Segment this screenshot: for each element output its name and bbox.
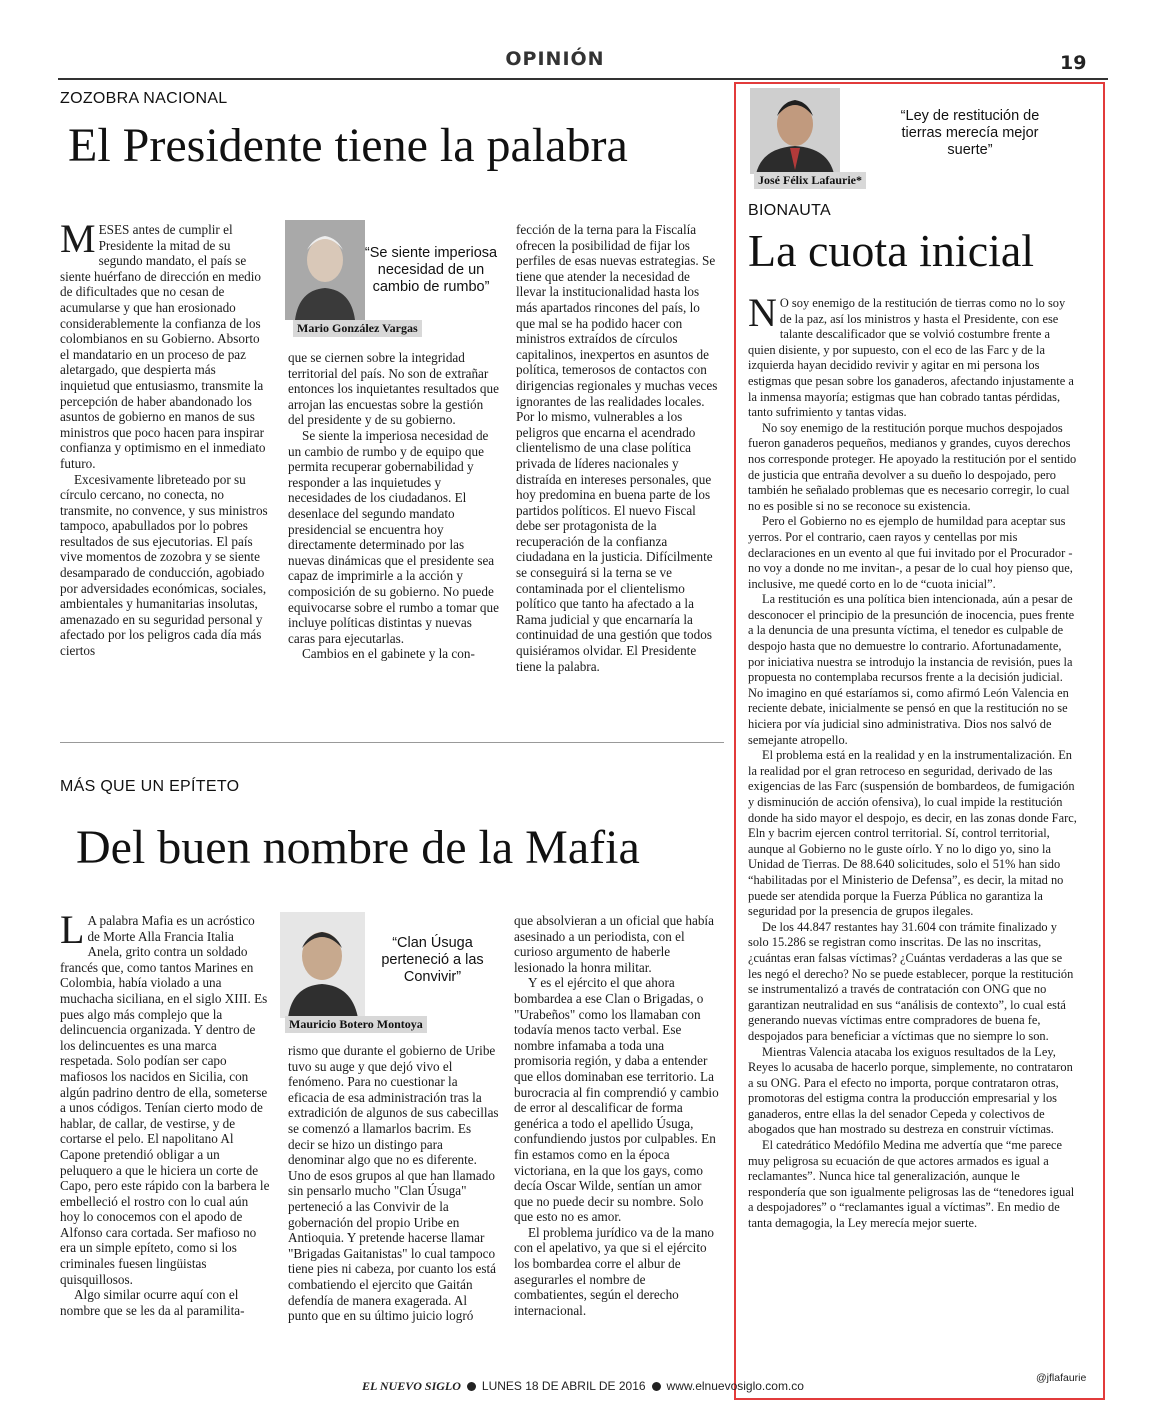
article3-p4: La restitución es una política bien intencionada, aún a pesar de desconocer el principio de la presunción de inocencia, pues frente a la denuncia de una presunta víctima, el tenedor es culpable de despojo hasta que no demuestre lo contrario. Afortunadamente, por iniciativa nuestra se introdujo la instancia de revisión, pues la propuesta no contemplaba recursos frente a la decisión judicial. No imagino en qué estaríamos si, como afirmó León Valencia en reciente debate, inicialmente se pensó en que la restitución no se hiciera por vía judicial sino administrativa. Dios nos salvó de semejante atropello. [748, 592, 1075, 747]
footer-url: www.elnuevosiglo.com.co [666, 1379, 804, 1393]
portrait-icon [285, 220, 365, 320]
article2-author: Mauricio Botero Montoya [285, 1016, 427, 1033]
footer [362, 1379, 804, 1394]
article2-headline: Del buen nombre de la Mafia [76, 821, 640, 874]
article3-kicker: BIONAUTA [748, 202, 832, 219]
article1-col1 [60, 222, 268, 702]
article3-p3: Pero el Gobierno no es ejemplo de humildad para aceptar sus yerros. Por el contrario, caen rayos y centellas por mis declaraciones en un evento al que fui invitado por el Procurador -no voy a donde no me invitan-, a pesar de lo cual hoy pienso que, inclusive, me quedé corto en lo de “cuota inicial”. [748, 514, 1073, 591]
article3-author: José Félix Lafaurie* [754, 172, 866, 189]
article1-col2 [288, 350, 500, 702]
portrait-icon [750, 88, 840, 174]
article3-p6: De los 44.847 restantes hay 31.604 con trámite finalizado y solo 15.286 se registran como inscritas. De las no inscritas, ¿cuántas eran falsas víctimas? ¿Cuántas verdaderas a las que se les negó el derecho? No se puede establecer, porque la restitución se instrumentalizó a través de contratación con ONG que no garantizan neutralidad en sus “análisis de contexto”, lo cual está generando nuevas víctimas entre compradores de buena fe, despojados para beneficiar a víctimas que no siempre lo son. [748, 919, 1074, 1043]
article1-headline: El Presidente tiene la palabra [68, 119, 628, 172]
article1-col1-p1: ESES antes de cumplir el Presidente la mitad de su segundo mandato, el país se siente huérfano de dirección en medio de dificultades que no cesan de acumularse y que han erosionado considerablemente la confianza de los colombianos en su Gobierno. Absorto el mandatario en un proceso de paz aletargado, que despierta más inquietud que entusiasmo, transmite la percepción de haber abandonado los asuntos de gobierno en manos de sus ministros que poco hacen para inspirar confianza y optimismo en el inmediato futuro. [60, 222, 266, 471]
bullet-icon [652, 1382, 661, 1391]
article3-handle: @jflafaurie [1036, 1372, 1087, 1384]
footer-brand: EL NUEVO SIGLO [362, 1379, 461, 1393]
article2-col3 [514, 913, 720, 1343]
article2-col1 [60, 913, 270, 1343]
article2-col3-p2: Y es el ejército el que ahora bombardea a ese Clan o Brigadas, o "Urabeños" como los llamaban con todavía menos tacto verbal. Ese nombre infamaba a toda una promisoria región, y daba a entender que ellos dominaban ese territorio. La burocracia al fin comprendió y cambio de error al descalificar de forma genérica a todo el apellido Úsuga, confundiendo justos por culpables. En fin estamos como en la época victoriana, en la que los gays, como decía Oscar Wilde, sentían un amor que no puede decir su nombre. Solo que esto no es amor. [514, 975, 719, 1225]
article3-author-photo [750, 88, 840, 174]
article1-drop-cap: M [60, 222, 96, 261]
article2-col3-p3: El problema jurídico va de la mano con el apelativo, ya que si el ejército los bombardea corre el albur de asegurarles el nombre de combatientes, según el derecho internacional. [514, 1224, 715, 1318]
page-number: 19 [1060, 52, 1087, 74]
article1-col2-p1: que se ciernen sobre la integridad territorial del país. No son de extrañar entonces los inquietantes resultados que arrojan las encuestas sobre la gestión del presidente y de su gobierno. [288, 350, 499, 428]
section-label: OPINIÓN [505, 48, 605, 70]
article3-p8: El catedrático Medófilo Medina me advertía que “me parece muy peligrosa su ecuación de que actores armados es igual a reclamantes”. Nunca hice tal generalización, aunque le respondería que son igualmente peligrosas las de “tenedores igual a despojadores” o “reclamantes igual a víctimas”. En medio de tanta demagogia, la Ley merecía mejor suerte. [748, 1138, 1075, 1231]
article3-p5: El problema está en la realidad y en la instrumentalización. En la realidad por el gran retroceso en seguridad, derivado de las exigencias de las Farc (suspensión de bombardeos, de fumigación y disminución de acción ofensiva), lo cual impide la restitución donde ha sido mayor el despojo, es decir, en las zonas donde Farc, Eln y bacrim ejercen control territorial. Sí, control territorial, aunque al Gobierno no le guste oírlo. Y no lo digo yo, sino la Unidad de Tierras. De 88.640 solicitudes, solo el 51% han sido “habilitadas por el Ministerio de Defensa”, es decir, la mitad no puede ser atendida porque la Fuerza Pública no garantiza la seguridad por la presencia de grupos ilegales. [748, 748, 1077, 919]
article2-col3-p1: que absolvieran a un oficial que había asesinado a un periodista, con el curioso argumento de haberle lesionado la honra militar. [514, 913, 714, 975]
article1-col3 [516, 222, 722, 702]
article2-col2-p1: rismo que durante el gobierno de Uribe tuvo su auge y que dejó vivo el fenómeno. Para no cuestionar la eficacia de esa administración tras la extradición de algunos de sus cabecillas se comenzó a llamarlos bacrim. Es decir se hizo un distingo para denominar algo que no es diferente. Uno de esos grupos al que han llamado sin pensarlo mucho "Clan Úsuga" perteneció a las Convivir de la gobernación del propio Uribe en Antioquia. Y pretende hacerse llamar "Brigadas Gaitanistas" lo cual tampoco tiene pies ni cabeza, por cuanto los está combatiendo el ejercito que Gaitán defendía de manera exagerada. Al punto que en su último juicio logró [288, 1043, 499, 1324]
article1-col2-p3: Cambios en el gabinete y la con- [302, 646, 475, 662]
article-divider [60, 742, 724, 743]
article1-author-photo [285, 220, 365, 320]
article2-author-photo [280, 912, 365, 1018]
article1-col3-p1: fección de la terna para la Fiscalía ofrecen la posibilidad de fijar los perfiles de esas nuevas estrategias. Se tiene que atender la necesidad de llevar la institucionalidad hasta los más apartados rincones del país, lo que mal se ha podido hacer con ministros extraídos de círculos capitalinos, inexpertos en asuntos de política, temerosos de contactos con dirigencias regionales y muchas veces ignorantes de las realidades locales. Por lo mismo, vulnerables a los peligros que encarna el acendrado clientelismo de una clase política privada de líderes nacionales y distraída en intereses personales, que hoy predomina en buena parte de los partidos políticos. El nuevo Fiscal debe ser protagonista de la recuperación de la confianza ciudadana en la justicia. Difícilmente se conseguirá si la terna se ve contaminada por el clientelismo político que tanto ha afectado a la Rama judicial y que encarnaría la continuidad de una gestión que todos quisiéramos olvidar. El Presidente tiene la palabra. [516, 222, 718, 674]
article2-col2 [288, 1043, 500, 1343]
article2-quote: “Clan Úsuga perteneció a las Convivir” [381, 935, 484, 985]
article2-drop-cap: L [60, 913, 85, 952]
article1-author: Mario González Vargas [293, 320, 422, 337]
article1-kicker: ZOZOBRA NACIONAL [60, 90, 228, 107]
article2-col1-p1: A palabra Mafia es un acróstico de Morte Alla Francia Italia Anela, grito contra un soldado francés que, como tantos Marines en Colombia, había violado a una muchacha siciliana, en el siglo XIII. Es pues algo más complejo que la delincuencia organizada. Y dentro de los delincuentes es una marca respetada. Solo podían ser capo mafiosos los nacidos en Sicilia, con algún padrino dentro de ella, someterse a unos códigos. Tenían cierto modo de hablar, de callar, de vestirse, y de cortarse el pelo. El napolitano Al Capone pretendió obligar a un peluquero a que le hiciera un corte de Capo, pero este rápido con la barbera le embelleció el rostro con lo cual aún hoy lo conocemos con el apodo de Alfonso cara cortada. Ser mafioso no era un simple epíteto, como si los criminales fuesen lingüistas quisquillosos. [60, 913, 270, 1287]
article1-quote: “Se siente imperiosa necesidad de un cambio de rumbo” [364, 245, 498, 295]
article3-quote: “Ley de restitución de tierras merecía mejor suerte” [900, 108, 1040, 158]
article3-p2: No soy enemigo de la restitución porque muchos despojados fueron ganaderos pequeños, medianos y grandes, cuyos derechos nos corresponde proteger. He apoyado la restitución por el sentido de justicia que entraña devolver a su dueño lo despojado, pero también he señalado problemas que es necesario corregir, lo cual no es posible si no se reconoce su existencia. [748, 420, 1077, 513]
portrait-icon [280, 912, 365, 1018]
article3-drop-cap: N [748, 296, 777, 335]
bullet-icon [467, 1382, 476, 1391]
article3-body [748, 296, 1078, 1366]
article3-headline: La cuota inicial [748, 225, 1035, 276]
article3-p1: O soy enemigo de la restitución de tierras como no lo soy de la paz, así los ministros y hasta el Presidente, con ese talante descalificador que se volvió costumbre frente a quien disiente, y por supuesto, con el eco de las Farc y de la izquierda hayan decidido revivir y agitar en mi persona los estigmas que pesan sobre los ganaderos, afectando injustamente a la inmensa mayoría; estigmas que han cobrado tantas pérdidas, tanto sufrimiento y tantas vidas. [748, 296, 1074, 420]
article1-col1-p2: Excesivamente libreteado por su círculo cercano, no conecta, no transmite, no convence, y sus ministros tampoco, apabullados por lo pobres resultados de sus ejecutorias. El país vive momentos de zozobra y se siente desamparado de conducción, agobiado por adversidades económicas, sociales, ambientales y humanitarias insolutas, amenazado en su seguridad personal y afectado por los peligros cada día más ciertos [60, 471, 268, 659]
article1-col2-p2: Se siente la imperiosa necesidad de un cambio de rumbo y de equipo que permita recuperar gobernabilidad y responder a las inquietudes y necesidades de los ciudadanos. El desenlace del segundo mandato presidencial se encuentra hoy directamente determinado por las nuevas dinámicas que el presidente sea capaz de imprimirle a la acción y composición de su gobierno. No puede equivocarse sobre el rumbo a tomar que incluye políticas distintas y nuevas caras para ejecutarlas. [288, 427, 499, 646]
article3-p7: Mientras Valencia atacaba los exiguos resultados de la Ley, Reyes lo acusaba de hacerlo porque, simplemente, no contrataron a su ONG. Para el efecto no importa, porque contrataron otras, promotoras del estigma contra la producción empresarial y los ganaderos, entre ellas la del senador Cepeda y colectivos de abogados que han mostrado su destreza en construir víctimas. [748, 1044, 1073, 1137]
article2-kicker: MÁS QUE UN EPÍTETO [60, 778, 240, 795]
footer-date: LUNES 18 DE ABRIL DE 2016 [481, 1379, 646, 1393]
article2-col1-p2: Algo similar ocurre aquí con el nombre que se les da al paramilita- [60, 1287, 245, 1318]
header-rule [58, 78, 1108, 80]
